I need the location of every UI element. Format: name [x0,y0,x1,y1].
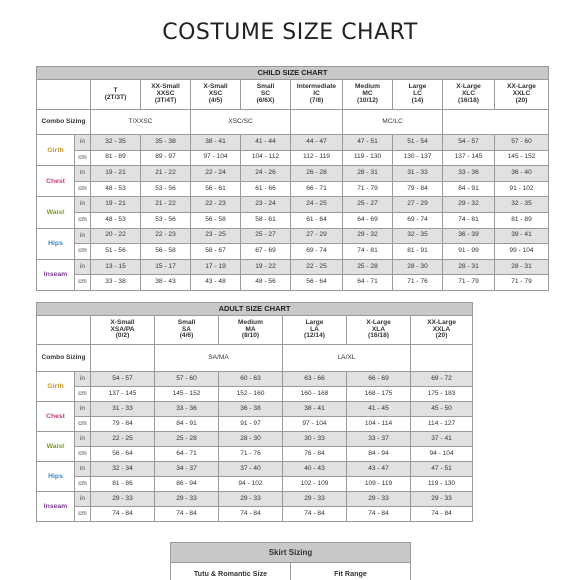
child-inseam-in-cell: 28 - 31 [443,259,495,275]
adult-waist-in-cell: 37 - 41 [411,432,473,447]
unit-cm: cm [75,387,91,402]
adult-combo-empty [91,345,155,372]
child-chest-cm-cell: 71 - 79 [343,181,393,197]
child-waist-cm-cell: 58 - 61 [241,212,291,228]
adult-girth-cm-cell: 168 - 175 [347,387,411,402]
child-row-waist-cm [37,212,549,228]
unit-in: in [75,492,91,507]
adult-girth-in-cell: 54 - 57 [91,372,155,387]
adult-waist-cm-cell: 56 - 64 [91,447,155,462]
child-row-chest-in [37,166,549,182]
child-hips-in-cell: 29 - 32 [343,228,393,244]
child-combo-empty-end [443,110,549,135]
adult-hips-in-cell: 34 - 37 [155,462,219,477]
adult-size-XXLA: XX-Large XXLA (20) [411,316,473,345]
adult-chest-cm-cell: 97 - 104 [283,417,347,432]
child-girth-cm-cell: 130 - 137 [393,150,443,166]
adult-hips-cm-cell: 86 - 94 [155,477,219,492]
child-girth-cm-cell: 112 - 119 [291,150,343,166]
child-chest-in-cell: 21 - 22 [141,166,191,182]
child-inseam-in-cell: 28 - 31 [495,259,549,275]
unit-cm: cm [75,150,91,166]
adult-inseam-cm-cell: 74 - 84 [283,507,347,522]
child-size-header-row [37,80,549,110]
adult-row-waist-in [37,432,473,447]
child-label-waist: Waist [37,197,75,228]
unit-in: in [75,372,91,387]
child-girth-cm-cell: 97 - 104 [191,150,241,166]
adult-chest-cm-cell: 91 - 97 [219,417,283,432]
child-size-XXSC: XX-Small XXSC (3T/4T) [141,80,191,110]
child-size-XLC: X-Large XLC (16/18) [443,80,495,110]
child-label-chest: Chest [37,166,75,197]
header-spacer [37,316,91,345]
child-girth-in-cell: 44 - 47 [291,135,343,151]
unit-cm: cm [75,212,91,228]
adult-inseam-cm-cell: 74 - 84 [219,507,283,522]
child-waist-in-cell: 27 - 29 [393,197,443,213]
adult-hips-cm-cell: 109 - 119 [347,477,411,492]
adult-hips-cm-cell: 94 - 102 [219,477,283,492]
unit-cm: cm [75,244,91,260]
unit-cm: cm [75,447,91,462]
adult-chest-cm-cell: 79 - 84 [91,417,155,432]
child-chest-in-cell: 33 - 36 [443,166,495,182]
adult-combo-LA-XL: LA/XL [283,345,411,372]
adult-hips-cm-cell: 102 - 109 [283,477,347,492]
adult-inseam-in-cell: 29 - 33 [155,492,219,507]
child-chest-in-cell: 36 - 40 [495,166,549,182]
child-row-inseam-cm [37,275,549,291]
unit-in: in [75,228,91,244]
adult-chest-cm-cell: 84 - 91 [155,417,219,432]
child-row-girth-cm [37,150,549,166]
child-inseam-in-cell: 22 - 25 [291,259,343,275]
adult-row-girth-cm [37,387,473,402]
adult-waist-in-cell: 25 - 28 [155,432,219,447]
child-row-hips-in [37,228,549,244]
child-size-LC: Large LC (14) [393,80,443,110]
child-girth-in-cell: 54 - 57 [443,135,495,151]
child-chest-cm-cell: 53 - 56 [141,181,191,197]
adult-inseam-in-cell: 29 - 33 [347,492,411,507]
child-inseam-cm-cell: 43 - 48 [191,275,241,291]
unit-in: in [75,462,91,477]
child-waist-in-cell: 22 - 23 [191,197,241,213]
child-waist-in-cell: 29 - 32 [443,197,495,213]
adult-size-table [36,302,473,522]
adult-chest-in-cell: 31 - 33 [91,402,155,417]
adult-row-girth-in [37,372,473,387]
adult-chest-cm-cell: 104 - 114 [347,417,411,432]
child-chest-cm-cell: 61 - 66 [241,181,291,197]
child-table-caption: CHILD SIZE CHART [37,67,549,80]
child-chest-cm-cell: 56 - 61 [191,181,241,197]
child-row-hips-cm [37,244,549,260]
child-label-girth: Girth [37,135,75,166]
child-hips-in-cell: 22 - 23 [141,228,191,244]
adult-waist-cm-cell: 71 - 76 [219,447,283,462]
child-girth-cm-cell: 137 - 145 [443,150,495,166]
child-inseam-in-cell: 15 - 17 [141,259,191,275]
adult-row-chest-in [37,402,473,417]
child-row-inseam-in [37,259,549,275]
child-hips-in-cell: 25 - 27 [241,228,291,244]
child-row-chest-cm [37,181,549,197]
adult-hips-in-cell: 43 - 47 [347,462,411,477]
child-hips-cm-cell: 81 - 91 [393,244,443,260]
child-waist-in-cell: 23 - 24 [241,197,291,213]
adult-chest-in-cell: 33 - 36 [155,402,219,417]
adult-combo-SA-MA: SA/MA [155,345,283,372]
child-waist-in-cell: 19 - 21 [91,197,141,213]
adult-size-XLA: X-Large XLA (16/18) [347,316,411,345]
child-waist-cm-cell: 48 - 53 [91,212,141,228]
child-inseam-cm-cell: 48 - 56 [241,275,291,291]
child-combo-row [37,110,549,135]
adult-hips-in-cell: 32 - 34 [91,462,155,477]
adult-girth-in-cell: 60 - 63 [219,372,283,387]
adult-inseam-cm-cell: 74 - 84 [411,507,473,522]
child-inseam-cm-cell: 71 - 79 [443,275,495,291]
unit-in: in [75,166,91,182]
adult-chest-in-cell: 45 - 50 [411,402,473,417]
adult-waist-in-cell: 28 - 30 [219,432,283,447]
child-label-hips: Hips [37,228,75,259]
adult-inseam-in-cell: 29 - 33 [91,492,155,507]
adult-combo-label: Combo Sizing [37,345,91,372]
skirt-col-tutu-size: Tutu & Romantic Size [171,563,291,580]
child-hips-in-cell: 23 - 25 [191,228,241,244]
child-waist-in-cell: 21 - 22 [141,197,191,213]
child-chest-cm-cell: 48 - 53 [91,181,141,197]
unit-in: in [75,259,91,275]
child-inseam-in-cell: 17 - 19 [191,259,241,275]
adult-chest-in-cell: 36 - 38 [219,402,283,417]
child-chest-cm-cell: 84 - 91 [443,181,495,197]
adult-girth-cm-cell: 175 - 183 [411,387,473,402]
child-size-table [36,66,549,291]
unit-in: in [75,432,91,447]
adult-inseam-cm-cell: 74 - 84 [155,507,219,522]
child-girth-cm-cell: 89 - 97 [141,150,191,166]
skirt-table-caption: Skirt Sizing [171,543,411,563]
child-girth-cm-cell: 145 - 152 [495,150,549,166]
child-girth-cm-cell: 104 - 112 [241,150,291,166]
child-inseam-cm-cell: 71 - 79 [495,275,549,291]
adult-girth-in-cell: 66 - 69 [347,372,411,387]
adult-size-SA: Small SA (4/6) [155,316,219,345]
child-combo-XSC-SC: XSC/SC [191,110,291,135]
adult-size-header-row [37,316,473,345]
adult-row-waist-cm [37,447,473,462]
child-hips-cm-cell: 58 - 67 [191,244,241,260]
adult-label-waist: Waist [37,432,75,462]
child-chest-cm-cell: 79 - 84 [393,181,443,197]
child-waist-cm-cell: 53 - 56 [141,212,191,228]
header-spacer [37,80,91,110]
unit-cm: cm [75,507,91,522]
child-inseam-cm-cell: 64 - 71 [343,275,393,291]
child-inseam-cm-cell: 33 - 38 [91,275,141,291]
child-inseam-in-cell: 19 - 22 [241,259,291,275]
child-girth-in-cell: 51 - 54 [393,135,443,151]
adult-waist-cm-cell: 84 - 94 [347,447,411,462]
unit-cm: cm [75,181,91,197]
unit-in: in [75,402,91,417]
adult-size-XSA: X-Small XSA/PA (0/2) [91,316,155,345]
child-waist-cm-cell: 74 - 81 [443,212,495,228]
child-hips-cm-cell: 51 - 56 [91,244,141,260]
adult-hips-cm-cell: 81 - 86 [91,477,155,492]
adult-table-caption: ADULT SIZE CHART [37,303,473,316]
adult-girth-in-cell: 63 - 66 [283,372,347,387]
child-hips-cm-cell: 99 - 104 [495,244,549,260]
child-hips-in-cell: 32 - 35 [393,228,443,244]
child-hips-in-cell: 39 - 41 [495,228,549,244]
unit-cm: cm [75,477,91,492]
adult-waist-in-cell: 30 - 33 [283,432,347,447]
adult-combo-row [37,345,473,372]
child-size-MC: Medium MC (10/12) [343,80,393,110]
child-girth-in-cell: 38 - 41 [191,135,241,151]
adult-hips-in-cell: 40 - 43 [283,462,347,477]
child-inseam-in-cell: 28 - 30 [393,259,443,275]
child-girth-cm-cell: 119 - 130 [343,150,393,166]
child-waist-cm-cell: 81 - 89 [495,212,549,228]
adult-inseam-in-cell: 29 - 33 [283,492,347,507]
child-hips-cm-cell: 56 - 58 [141,244,191,260]
unit-cm: cm [75,275,91,291]
child-row-waist-in [37,197,549,213]
child-hips-in-cell: 27 - 29 [291,228,343,244]
child-girth-cm-cell: 81 - 89 [91,150,141,166]
adult-waist-in-cell: 22 - 25 [91,432,155,447]
child-inseam-in-cell: 13 - 15 [91,259,141,275]
adult-size-LA: Large LA (12/14) [283,316,347,345]
adult-girth-cm-cell: 137 - 145 [91,387,155,402]
child-chest-cm-cell: 66 - 71 [291,181,343,197]
adult-row-inseam-cm [37,507,473,522]
adult-inseam-cm-cell: 74 - 84 [347,507,411,522]
child-inseam-in-cell: 25 - 28 [343,259,393,275]
child-waist-cm-cell: 56 - 58 [191,212,241,228]
child-chest-in-cell: 26 - 28 [291,166,343,182]
child-waist-in-cell: 24 - 25 [291,197,343,213]
adult-label-inseam: Inseam [37,492,75,522]
child-waist-in-cell: 25 - 27 [343,197,393,213]
adult-waist-in-cell: 33 - 37 [347,432,411,447]
child-girth-in-cell: 41 - 44 [241,135,291,151]
adult-hips-cm-cell: 119 - 130 [411,477,473,492]
child-hips-in-cell: 36 - 39 [443,228,495,244]
child-label-inseam: Inseam [37,259,75,290]
child-chest-in-cell: 28 - 31 [343,166,393,182]
adult-row-hips-in [37,462,473,477]
child-chest-cm-cell: 91 - 102 [495,181,549,197]
adult-label-girth: Girth [37,372,75,402]
adult-chest-in-cell: 38 - 41 [283,402,347,417]
child-row-girth-in [37,135,549,151]
adult-label-chest: Chest [37,402,75,432]
adult-waist-cm-cell: 94 - 104 [411,447,473,462]
child-waist-cm-cell: 69 - 74 [393,212,443,228]
unit-in: in [75,197,91,213]
child-combo-T-XXSC: T/XXSC [91,110,191,135]
skirt-col-fit-range: Fit Range [291,563,411,580]
adult-inseam-in-cell: 29 - 33 [411,492,473,507]
child-waist-in-cell: 32 - 35 [495,197,549,213]
child-inseam-cm-cell: 38 - 43 [141,275,191,291]
child-girth-in-cell: 47 - 51 [343,135,393,151]
adult-chest-cm-cell: 114 - 127 [411,417,473,432]
adult-girth-cm-cell: 160 - 168 [283,387,347,402]
child-size-T: T (2T/3T) [91,80,141,110]
child-hips-cm-cell: 69 - 74 [291,244,343,260]
child-inseam-cm-cell: 71 - 76 [393,275,443,291]
adult-girth-in-cell: 57 - 60 [155,372,219,387]
child-hips-cm-cell: 67 - 69 [241,244,291,260]
child-girth-in-cell: 35 - 38 [141,135,191,151]
child-size-XXLC: XX-Large XXLC (20) [495,80,549,110]
adult-girth-cm-cell: 152 - 160 [219,387,283,402]
child-chest-in-cell: 19 - 21 [91,166,141,182]
chart-title: COSTUME SIZE CHART [162,20,418,45]
child-girth-in-cell: 57 - 60 [495,135,549,151]
skirt-sizing-table [170,542,411,580]
adult-girth-in-cell: 69 - 72 [411,372,473,387]
child-size-SC: Small SC (6/6X) [241,80,291,110]
child-size-IC: Intermediate IC (7/8) [291,80,343,110]
child-girth-in-cell: 32 - 35 [91,135,141,151]
child-hips-in-cell: 20 - 22 [91,228,141,244]
child-combo-MC-LC: MC/LC [343,110,443,135]
adult-label-hips: Hips [37,462,75,492]
child-combo-empty [291,110,343,135]
adult-row-chest-cm [37,417,473,432]
child-chest-in-cell: 31 - 33 [393,166,443,182]
adult-row-hips-cm [37,477,473,492]
adult-combo-empty-end [411,345,473,372]
adult-chest-in-cell: 41 - 45 [347,402,411,417]
child-hips-cm-cell: 91 - 99 [443,244,495,260]
child-combo-label: Combo Sizing [37,110,91,135]
unit-cm: cm [75,417,91,432]
adult-inseam-in-cell: 29 - 33 [219,492,283,507]
adult-inseam-cm-cell: 74 - 84 [91,507,155,522]
adult-hips-in-cell: 47 - 51 [411,462,473,477]
adult-girth-cm-cell: 145 - 152 [155,387,219,402]
adult-hips-in-cell: 37 - 40 [219,462,283,477]
child-size-XSC: X-Small XSC (4/5) [191,80,241,110]
child-waist-cm-cell: 61 - 64 [291,212,343,228]
child-inseam-cm-cell: 56 - 64 [291,275,343,291]
child-waist-cm-cell: 64 - 69 [343,212,393,228]
child-chest-in-cell: 22 - 24 [191,166,241,182]
child-hips-cm-cell: 74 - 81 [343,244,393,260]
child-chest-in-cell: 24 - 26 [241,166,291,182]
adult-waist-cm-cell: 64 - 71 [155,447,219,462]
unit-in: in [75,135,91,151]
adult-size-MA: Medium MA (8/10) [219,316,283,345]
adult-waist-cm-cell: 76 - 84 [283,447,347,462]
adult-row-inseam-in [37,492,473,507]
